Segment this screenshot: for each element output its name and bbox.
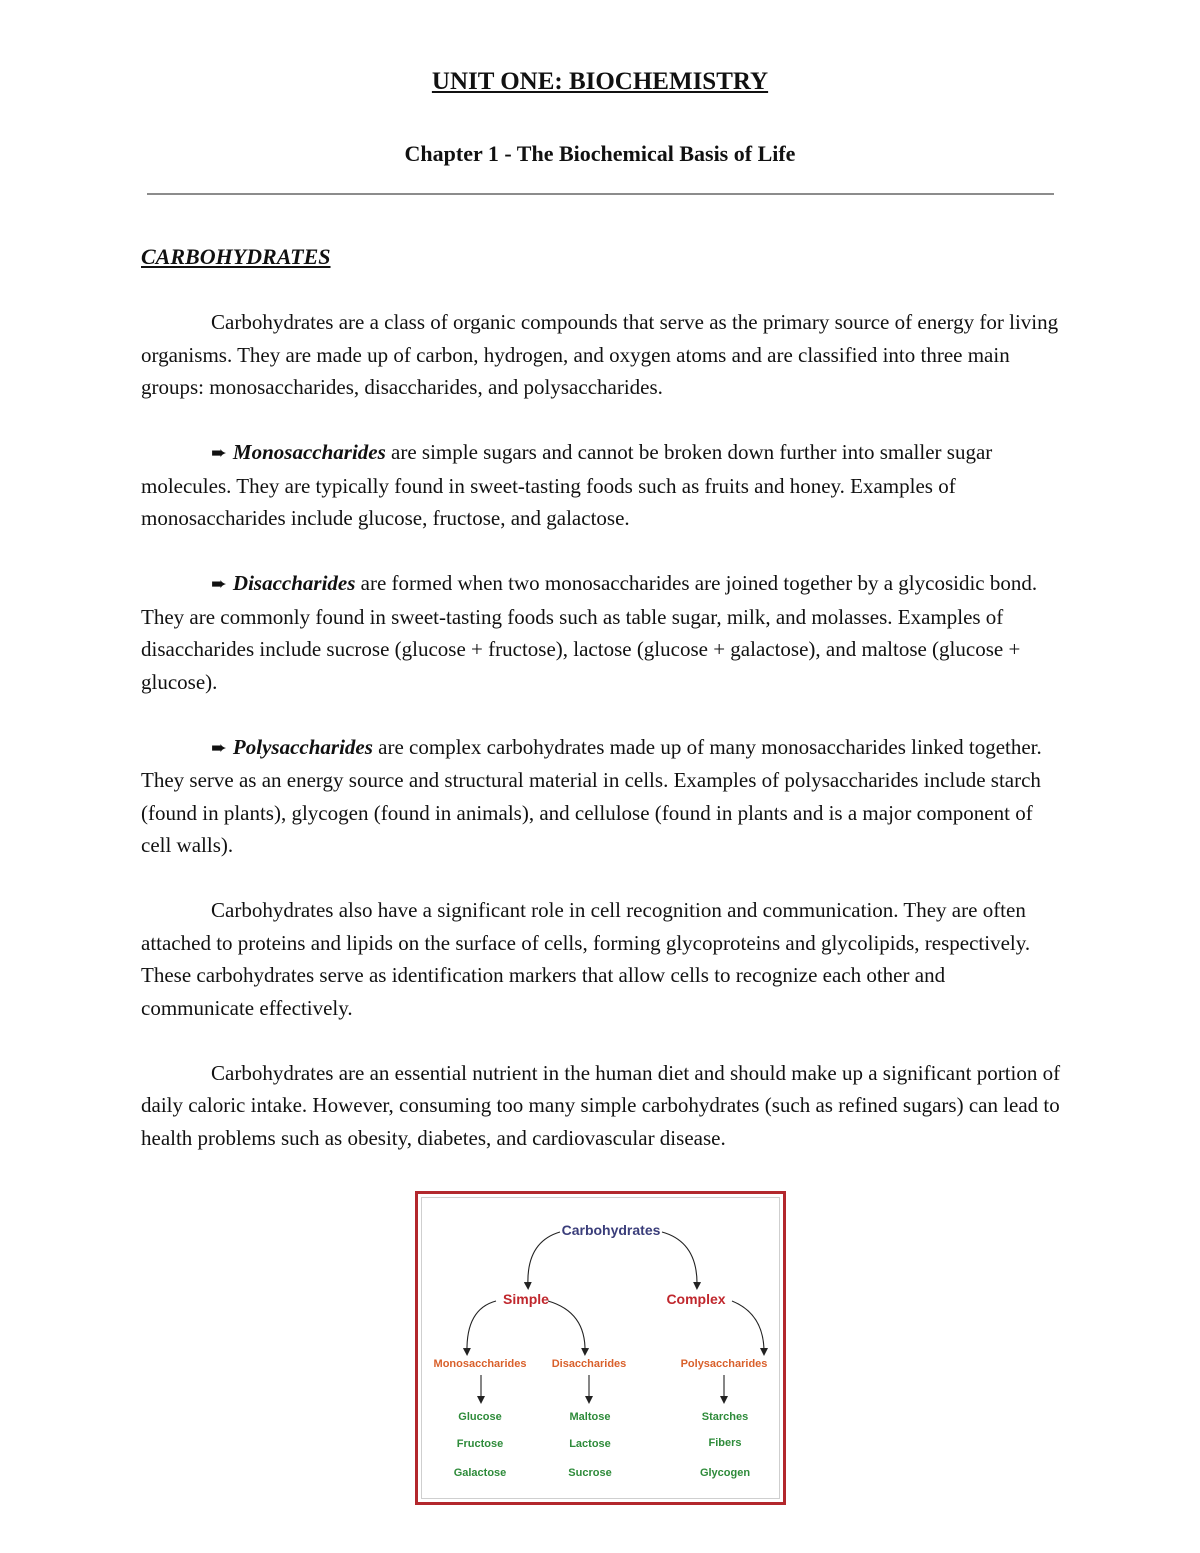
example-maltose: Maltose	[569, 1411, 611, 1423]
connector-root-to-simple	[528, 1232, 560, 1286]
arrow-bullet-icon: ➨	[211, 573, 227, 595]
example-glycogen: Glycogen	[699, 1467, 751, 1479]
bullet-text: are formed when two monosaccharides are joined together by a glycosidic bond. They are commonly found in sweet-tasting foods such as table sugar, milk, and molasses. Examples of disaccharides include sucrose (glucose + fructose), lactose (glucose + galactose), and maltose (glucose + glucose).	[141, 571, 1038, 694]
example-galactose: Galactose	[453, 1467, 507, 1479]
arrow-bullet-icon: ➨	[211, 442, 227, 464]
example-fibers: Fibers	[708, 1437, 742, 1449]
bullet-disaccharides	[141, 567, 1061, 698]
diagram-connectors	[418, 1194, 783, 1502]
node-carbohydrates: Carbohydrates	[561, 1222, 661, 1238]
node-disaccharides: Disaccharides	[551, 1358, 627, 1370]
node-simple: Simple	[503, 1291, 549, 1307]
horizontal-divider	[147, 193, 1054, 195]
body-text	[141, 306, 1061, 1154]
carbohydrate-classification-diagram	[415, 1191, 786, 1505]
node-monosaccharides: Monosaccharides	[433, 1358, 527, 1370]
example-sucrose: Sucrose	[568, 1467, 612, 1479]
node-polysaccharides: Polysaccharides	[680, 1358, 768, 1370]
example-fructose: Fructose	[456, 1438, 504, 1450]
bullet-text: are simple sugars and cannot be broken down further into smaller sugar molecules. They are typically found in sweet-tasting foods such as fruits and honey. Examples of monosaccharides include glucose, fructose, and galactose.	[141, 440, 993, 530]
bullet-polysaccharides	[141, 731, 1061, 862]
intro-paragraph: Carbohydrates are a class of organic compounds that serve as the primary source of energy for living organisms. They are made up of carbon, hydrogen, and oxygen atoms and are classified into three main groups: monosaccharides, disaccharides, and polysaccharides.	[141, 310, 1059, 399]
section-heading-carbohydrates: CARBOHYDRATES	[141, 244, 331, 269]
connector-root-to-complex	[662, 1232, 697, 1286]
connector-simple-to-di	[548, 1301, 585, 1352]
bullet-monosaccharides	[141, 436, 1061, 535]
connector-complex-to-poly	[732, 1301, 764, 1352]
node-complex: Complex	[666, 1291, 726, 1307]
term-polysaccharides: Polysaccharides	[232, 734, 373, 759]
unit-title: UNIT ONE: BIOCHEMISTRY	[431, 68, 769, 95]
diet-paragraph: Carbohydrates are an essential nutrient in the human diet and should make up a significant portion of daily caloric intake. However, consuming too many simple carbohydrates (such as refined sugars) can lead to health problems such as obesity, diabetes, and cardiovascular disease.	[141, 1060, 1061, 1150]
example-lactose: Lactose	[569, 1438, 611, 1450]
recognition-paragraph: Carbohydrates also have a significant role in cell recognition and communication. They are often attached to proteins and lipids on the surface of cells, forming glycoproteins and glycolipids, respectively. These carbohydrates serve as identification markers that allow cells to recognize each other and communicate effectively.	[141, 898, 1031, 1020]
term-monosaccharides: Monosaccharides	[232, 440, 386, 464]
example-glucose: Glucose	[458, 1411, 502, 1423]
arrow-bullet-icon: ➨	[211, 736, 227, 759]
example-starches: Starches	[701, 1411, 749, 1423]
bullet-text: are complex carbohydrates made up of many monosaccharides linked together. They serve as an energy source and structural material in cells. Examples of polysaccharides include starch (found in plants), glycogen (found in animals), and cellulose (found in plants and is a major component of cell walls).	[141, 734, 1042, 857]
connector-simple-to-mono	[467, 1301, 496, 1352]
term-disaccharides: Disaccharides	[232, 571, 356, 595]
chapter-title: Chapter 1 - The Biochemical Basis of Life	[404, 141, 796, 166]
